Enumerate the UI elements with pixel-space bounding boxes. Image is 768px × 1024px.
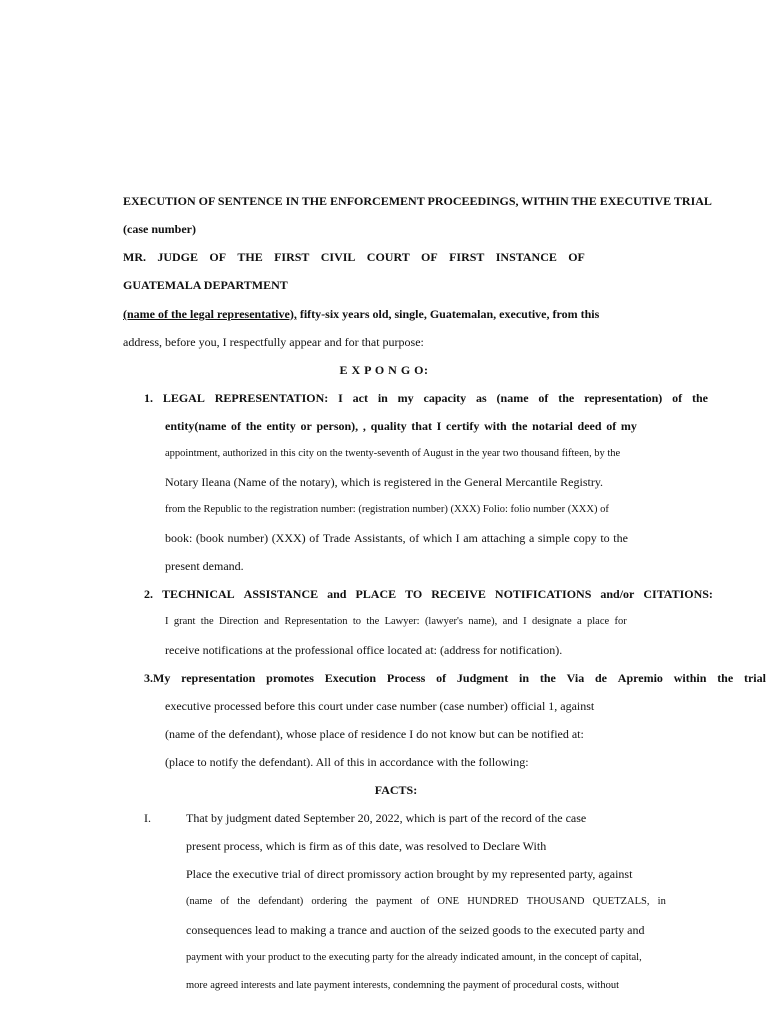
- item-1-line-2: [165, 418, 637, 434]
- word: LEGAL: [162, 391, 205, 405]
- word: in: [377, 391, 388, 405]
- word: promotes: [266, 671, 314, 685]
- item-3-line-2: executive processed before this court under case number (case number) official 1, against: [165, 699, 595, 713]
- word: of: [538, 391, 549, 405]
- item-1-line-5: from the Republic to the registration number: (registration number) (XXX) Folio: folio number (XXX) of: [165, 504, 609, 515]
- word: the: [717, 671, 734, 685]
- word: simple: [537, 531, 570, 545]
- word: (name: [496, 391, 529, 405]
- word: TO: [405, 587, 423, 601]
- heading-facts: FACTS:: [374, 783, 418, 797]
- word: I: [165, 616, 169, 627]
- intro-line-1: [123, 306, 599, 322]
- fact-1-numeral: I.: [144, 811, 151, 825]
- word: OF: [421, 250, 438, 264]
- word: Lawyer:: [384, 616, 420, 627]
- item-1-line-7: present demand.: [165, 559, 244, 573]
- word: number): [227, 531, 269, 545]
- word: I: [436, 419, 442, 433]
- word: THE: [237, 250, 263, 264]
- word: defendant): [258, 896, 304, 907]
- fact-1-line-2: present process, which is firm as of this date, was resolved to Declare With: [186, 839, 547, 853]
- word: Trade: [322, 531, 351, 545]
- word: the: [237, 896, 251, 907]
- word: that: [411, 419, 432, 433]
- case-number: (case number): [123, 222, 196, 236]
- word: RECEIVE: [431, 587, 486, 601]
- item-3-line-3: (name of the defendant), whose place of residence I do not know but can be notified at:: [165, 727, 584, 741]
- word: act: [352, 391, 368, 405]
- word: PLACE: [355, 587, 397, 601]
- intro-rest: fifty-six years old, single, Guatemalan, executive, from this: [296, 307, 600, 321]
- word: within: [673, 671, 707, 685]
- heading-expongo: E X P O N G O:: [339, 363, 429, 377]
- word: the: [511, 419, 528, 433]
- word: the: [366, 616, 380, 627]
- word: HUNDRED: [467, 896, 519, 907]
- word: capacity: [423, 391, 467, 405]
- word: MR.: [123, 250, 146, 264]
- fact-1-line-5: consequences lead to making a trance and auction of the seized goods to the executed party and: [186, 923, 645, 937]
- word: Execution: [324, 671, 377, 685]
- word: Via: [566, 671, 585, 685]
- word: FIRST: [449, 250, 485, 264]
- word: person),: [316, 419, 359, 433]
- word: place: [587, 616, 610, 627]
- word: FIRST: [274, 250, 310, 264]
- word: name),: [468, 616, 498, 627]
- word: in: [657, 896, 666, 907]
- word: or: [300, 419, 312, 433]
- representative-name: (name of the legal representative),: [123, 307, 297, 321]
- word: for: [614, 616, 627, 627]
- word: CIVIL: [320, 250, 356, 264]
- word: the: [200, 616, 214, 627]
- word: as: [476, 391, 487, 405]
- word: (name: [186, 896, 213, 907]
- word: and: [502, 616, 518, 627]
- fact-1-line-6: payment with your product to the executing party for the already indicated amount, in the concept of capital,: [186, 952, 642, 963]
- item-2-line-1: [144, 586, 713, 602]
- word: of: [220, 896, 230, 907]
- item-2-line-3: receive notifications at the professional office located at: (address for notification).: [165, 643, 563, 657]
- document-title: EXECUTION OF SENTENCE IN THE ENFORCEMENT PROCEEDINGS, WITHIN THE EXECUTIVE TRIAL: [123, 194, 712, 208]
- word: certify: [446, 419, 480, 433]
- item-1-line-4: Notary Ileana (Name of the notary), which is registered in the General Mercantile Registry.: [165, 475, 604, 489]
- word: REPRESENTATION:: [214, 391, 329, 405]
- word: of: [672, 391, 683, 405]
- word: COURT: [366, 250, 410, 264]
- word: Process: [386, 671, 426, 685]
- item-1-line-3: appointment, authorized in this city on the twenty-seventh of August in the year two thousand fifteen, by the: [165, 448, 621, 459]
- word: the: [539, 671, 556, 685]
- word: TECHNICAL: [161, 587, 235, 601]
- word: INSTANCE: [495, 250, 557, 264]
- word: I: [338, 391, 343, 405]
- word: representation: [181, 671, 256, 685]
- item-1-line-1: [144, 390, 708, 406]
- word: 3.My: [144, 671, 171, 685]
- addressee-line-1: [123, 249, 585, 265]
- word: designate: [531, 616, 572, 627]
- word: 2.: [144, 587, 153, 601]
- word: the: [613, 531, 628, 545]
- word: book:: [165, 531, 193, 545]
- word: ASSISTANCE: [243, 587, 319, 601]
- word: ,: [362, 419, 366, 433]
- fact-1-line-7: more agreed interests and late payment interests, condemning the payment of procedural costs, without: [186, 980, 619, 991]
- item-1-line-6: [165, 530, 628, 546]
- fact-1-line-4: [186, 894, 666, 910]
- word: QUETZALS,: [592, 896, 650, 907]
- word: grant: [173, 616, 196, 627]
- word: of: [231, 419, 242, 433]
- word: I: [455, 531, 460, 545]
- word: a: [576, 616, 582, 627]
- word: ONE: [437, 896, 460, 907]
- word: the: [245, 419, 262, 433]
- word: CITATIONS:: [643, 587, 713, 601]
- word: my: [620, 419, 637, 433]
- word: a: [528, 531, 535, 545]
- item-3-line-1: [144, 670, 766, 686]
- word: (XXX): [271, 531, 306, 545]
- word: am: [463, 531, 478, 545]
- word: with: [484, 419, 507, 433]
- word: (book: [195, 531, 224, 545]
- word: which: [422, 531, 453, 545]
- word: notarial: [532, 419, 573, 433]
- word: and: [264, 616, 280, 627]
- word: copy: [573, 531, 597, 545]
- word: Apremio: [617, 671, 663, 685]
- word: trial: [743, 671, 766, 685]
- word: deed: [577, 419, 602, 433]
- word: Judgment: [456, 671, 509, 685]
- intro-line-2: address, before you, I respectfully appear and for that purpose:: [123, 335, 424, 349]
- word: to: [600, 531, 610, 545]
- word: and/or: [600, 587, 635, 601]
- fact-1-line-1: That by judgment dated September 20, 2022, which is part of the record of the case: [186, 811, 587, 825]
- word: Direction: [218, 616, 259, 627]
- word: my: [397, 391, 414, 405]
- word: to: [352, 616, 362, 627]
- word: JUDGE: [157, 250, 199, 264]
- word: of: [309, 531, 320, 545]
- item-3-line-4: (place to notify the defendant). All of this in accordance with the following:: [165, 755, 529, 769]
- word: ordering: [311, 896, 347, 907]
- word: Assistants,: [353, 531, 406, 545]
- word: and: [327, 587, 347, 601]
- word: of: [420, 896, 430, 907]
- word: THOUSAND: [526, 896, 585, 907]
- word: of: [436, 671, 447, 685]
- word: de: [595, 671, 607, 685]
- word: the: [691, 391, 708, 405]
- word: (lawyer's: [424, 616, 463, 627]
- word: entity: [266, 419, 296, 433]
- word: representation): [584, 391, 663, 405]
- word: NOTIFICATIONS: [494, 587, 592, 601]
- word: the: [558, 391, 575, 405]
- word: quality: [370, 419, 407, 433]
- word: of: [606, 419, 617, 433]
- word: OF: [209, 250, 227, 264]
- fact-1-line-3: Place the executive trial of direct promissory action brought by my represented party, against: [186, 867, 633, 881]
- word: in: [519, 671, 530, 685]
- addressee-line-2: GUATEMALA DEPARTMENT: [123, 278, 288, 292]
- word: attaching: [481, 531, 526, 545]
- word: Representation: [284, 616, 348, 627]
- word: payment: [376, 896, 413, 907]
- word: 1.: [144, 391, 153, 405]
- word: entity(name: [165, 419, 227, 433]
- word: the: [355, 896, 368, 907]
- word: of: [409, 531, 420, 545]
- word: I: [523, 616, 527, 627]
- item-2-line-2: [165, 614, 627, 630]
- word: OF: [568, 250, 585, 264]
